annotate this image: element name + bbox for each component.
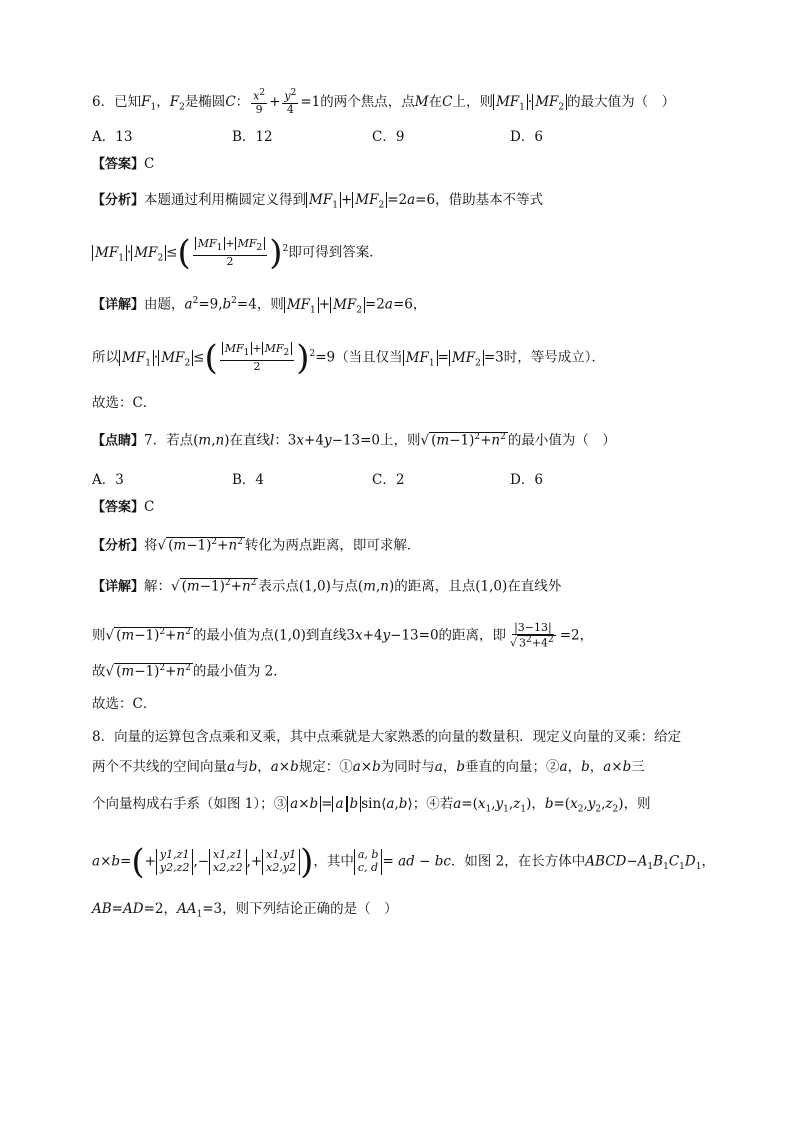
q8-line-5: AB=AD=2，$AA_1=3$，则下列结论正确的是（ ） (92, 901, 398, 920)
q7-option-b: B．4 (232, 472, 265, 488)
q8-line-2: 两个不共线的空间向量a与b，a×b规定：①a×b为同时与a，b垂直的向量；②a，b，a×b三 (92, 759, 645, 775)
q6-option-c: C．9 (372, 129, 405, 145)
q6-answer: 【答案】C (92, 156, 155, 172)
q7-stem: 【点睛】7．若点(m,n)在直线l：3x+4y−13=0上，则√ $(m-1)^2+n^2$ 的最小值为（ ） (92, 432, 616, 449)
q6-choose: 故选：C． (92, 395, 157, 411)
q7-answer: 【答案】C (92, 499, 155, 515)
q7-choose: 故选：C． (92, 696, 157, 712)
q6-option-d: D．6 (510, 129, 543, 145)
q6-option-b: B．12 (232, 129, 273, 145)
q6-option-a: A．13 (92, 129, 133, 145)
q6-detail-2: 所以 $MF_1 \cdot MF_2$ ≤( $\frac{MF_1 + MF_2}{2}$ )$^2$=9（当且仅当 $MF_1 = MF_2 =3$时，等号成立）． (92, 338, 605, 378)
q6-analysis: 【分析】本题通过利用椭圆定义得到 $MF_1 + MF_2 =2a=6$，借助基本不等式 (92, 192, 544, 211)
q8-line-4: a×b=(+ y1,z1 y2,z2 ,− x1,z1 x2,z2 ,+ x1,y1 x2,y2 )，其中 a, b c, d = ad − bc．如图 2，在长方体中$ABCD-A_1B_1C_1D_1$， (92, 842, 715, 882)
q6-stem: 6．已知$F_1$，$F_2$是椭圆C： $\frac{x^2}{9}$ + $\frac{y^2}{4}$ =1的两个焦点，点M在C上，则 $MF_1 \cdot MF_2$ 的最大值为（ ） (92, 88, 676, 116)
q8-line-3: 个向量构成右手系（如图 1）；③ a×b = a b sin⟨a,b⟩；④若$a=(x_1,y_1,z_1)$，$b=(x_2,y_2,z_2)$，则 (92, 796, 651, 815)
q7-analysis: 【分析】将√ $(m-1)^2+n^2$ 转化为两点距离，即可求解． (92, 537, 421, 554)
q7-option-a: A．3 (92, 472, 124, 488)
q6-detail: 【详解】由题，$a^2=9,b^2=4$，则 $MF_1 + MF_2 =2a=6$， (92, 296, 427, 316)
q7-option-c: C．2 (372, 472, 405, 488)
q7-option-d: D．6 (510, 472, 543, 488)
q6-inequality: $MF_1 \cdot MF_2$ ≤( $\frac{MF_1 + MF_2}{2}$ )$^2$即可得到答案． (92, 236, 383, 270)
q7-detail: 【详解】解：√ $(m-1)^2+n^2$ 表示点(1,0)与点(m,n)的距离，且点(1,0)在直线外 (92, 578, 562, 595)
q8-line-1: 8．向量的运算包含点乘和叉乘，其中点乘就是大家熟悉的向量的数量积．现定义向量的叉乘：给定 (92, 729, 682, 745)
q7-detail-2: 则√ $(m-1)^2+n^2$ 的最小值为点(1,0)到直线3x+4y−13=0的距离，即 $\frac{|3-13|}{√ 3^2+4^2}$ =2， (92, 621, 594, 650)
q7-detail-3: 故√ $(m-1)^2+n^2$ 的最小值为 2． (92, 663, 287, 680)
